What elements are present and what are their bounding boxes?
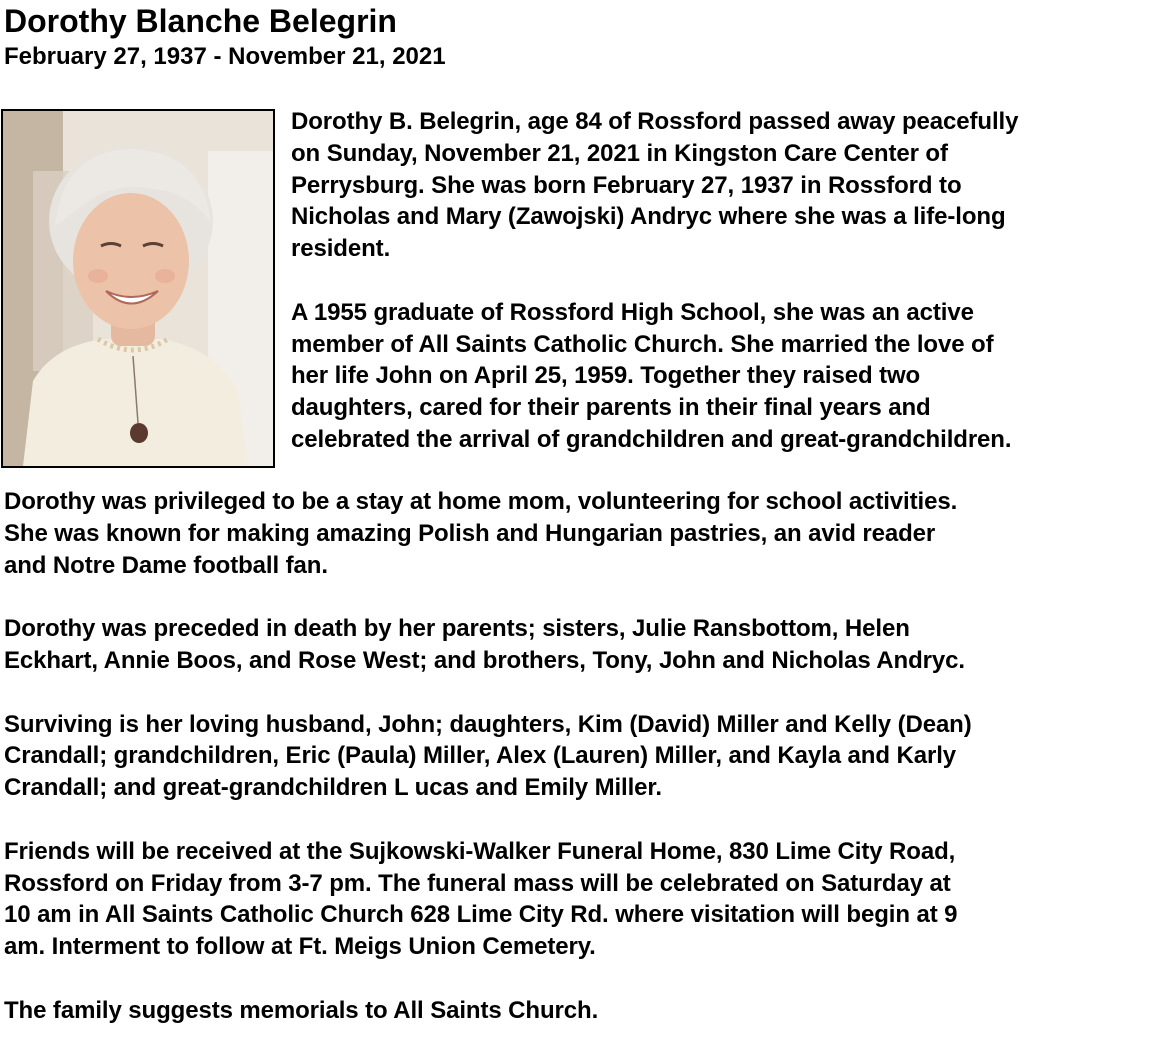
text-line: her life John on April 25, 1959. Together they raised two [291,362,921,390]
text-line: Surviving is her loving husband, John; daughters, Kim (David) Miller and Kelly (Dean) [4,710,972,738]
text-line: A 1955 graduate of Rossford High School, she was an active [291,298,974,326]
obituary-name: Dorothy Blanche Belegrin [4,3,397,39]
life-dates: February 27, 1937 - November 21, 2021 [4,43,446,70]
paragraph [4,486,1152,581]
text-line: She was known for making amazing Polish and Hungarian pastries, an avid reader [4,519,936,547]
text-line: member of All Saints Catholic Church. She married the love of [291,330,994,358]
text-line: Friends will be received at the Sujkowski-Walker Funeral Home, 830 Lime City Road, [4,837,956,865]
text-line: The family suggests memorials to All Saints Church. [4,996,599,1024]
text-line: 10 am in All Saints Catholic Church 628 Lime City Rd. where visitation will begin at 9 [4,901,958,929]
text-line: Nicholas and Mary (Zawojski) Andryc where she was a life-long [291,203,1006,231]
text-line: celebrated the arrival of grandchildren and great-grandchildren. [291,425,1012,453]
intro-text [291,106,1151,456]
text-line: am. Interment to follow at Ft. Meigs Union Cemetery. [4,933,596,961]
text-line: Perrysburg. She was born February 27, 1937 in Rossford to [291,171,962,199]
paragraph [4,709,1152,804]
text-line: Rossford on Friday from 3-7 pm. The funeral mass will be celebrated on Saturday at [4,869,951,897]
body-text [4,486,1152,1027]
text-line: Eckhart, Annie Boos, and Rose West; and brothers, Tony, John and Nicholas Andryc. [4,646,965,674]
text-line: and Notre Dame football fan. [4,551,328,579]
text-line: daughters, cared for their parents in their final years and [291,394,931,422]
paragraph [291,106,1151,265]
text-line: Crandall; grandchildren, Eric (Paula) Miller, Alex (Lauren) Miller, and Kayla and Karly [4,742,957,770]
text-line: resident. [291,235,391,263]
paragraph [291,297,1151,456]
paragraph [4,613,1152,677]
text-line: Dorothy was preceded in death by her parents; sisters, Julie Ransbottom, Helen [4,615,910,643]
text-line: Dorothy was privileged to be a stay at home mom, volunteering for school activities. [4,488,958,515]
text-line: Crandall; and great-grandchildren L ucas and Emily Miller. [4,774,662,802]
paragraph [4,836,1152,963]
text-line: Dorothy B. Belegrin, age 84 of Rossford passed away peacefully [291,108,1019,135]
portrait-icon [3,111,273,466]
text-line: on Sunday, November 21, 2021 in Kingston Care Center of [291,139,948,167]
paragraph [4,995,1152,1027]
portrait-photo [1,109,275,468]
